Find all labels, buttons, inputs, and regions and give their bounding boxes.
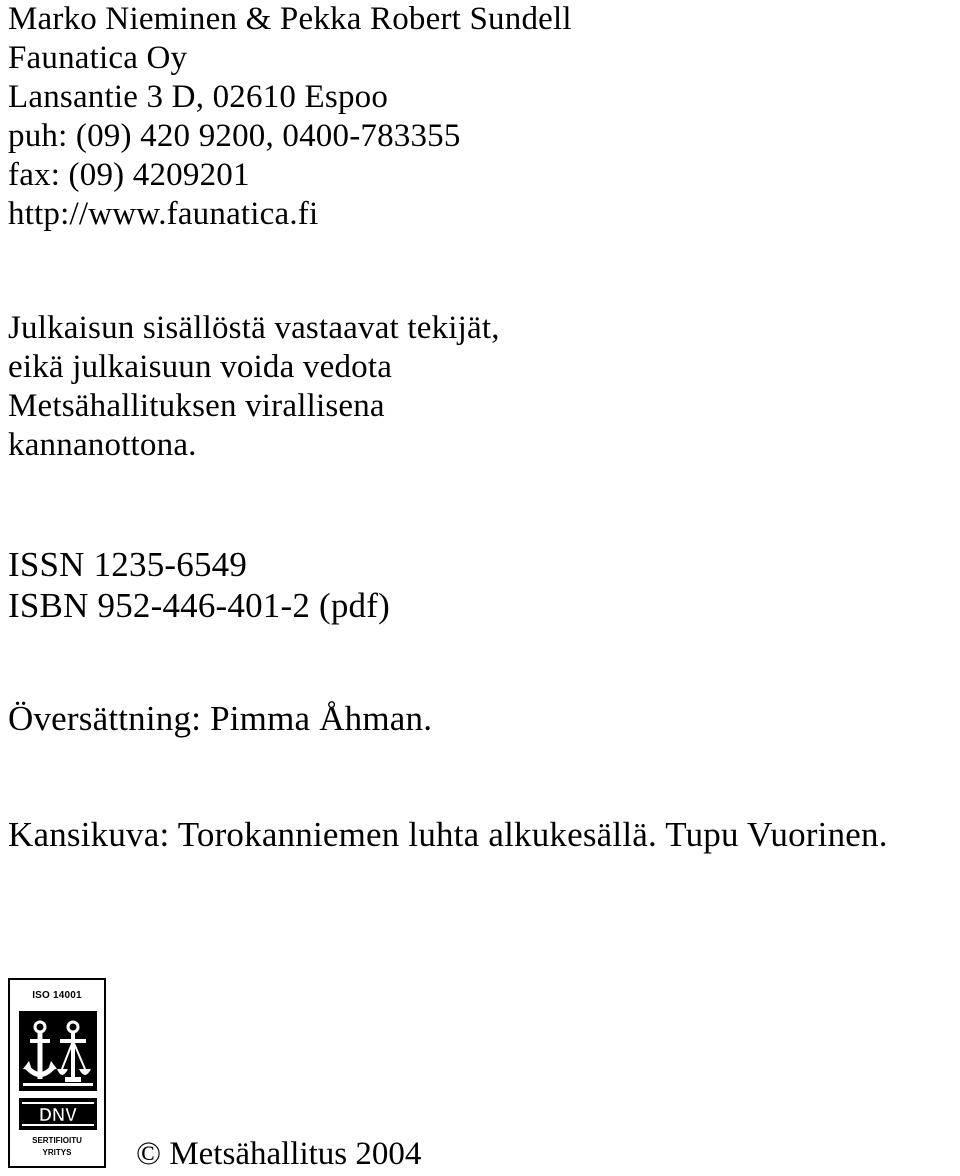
authors-line: Marko Nieminen & Pekka Robert Sundell [8, 1, 572, 37]
disclaimer-line: Julkaisun sisällöstä vastaavat tekijät, [8, 310, 500, 346]
dnv-text: DNV [38, 1105, 78, 1125]
dnv-logo [19, 1098, 97, 1130]
disclaimer-line: Metsähallituksen virallisena [8, 388, 385, 424]
anchor-scales-icon [19, 1011, 97, 1091]
disclaimer-line: kannanottona. [8, 427, 197, 463]
company-line: Faunatica Oy [8, 40, 188, 76]
copyright-line: © Metsähallitus 2004 [136, 1136, 422, 1172]
certified-label: SERTIFIOITU [32, 1136, 82, 1145]
isbn-line: ISBN 952-446-401-2 (pdf) [8, 586, 390, 625]
address-line: Lansantie 3 D, 02610 Espoo [8, 79, 389, 115]
cover-credit-line: Kansikuva: Torokanniemen luhta alkukesällä. Tupu Vuorinen. [8, 815, 888, 854]
iso-standard-label: ISO 14001 [32, 990, 82, 1001]
issn-line: ISSN 1235-6549 [8, 545, 248, 584]
translation-line: Översättning: Pimma Åhman. [8, 699, 433, 738]
company-label: YRITYS [42, 1148, 72, 1157]
iso-certification-logo [8, 978, 106, 1168]
website-link[interactable]: http://www.faunatica.fi [8, 196, 319, 232]
fax-line: fax: (09) 4209201 [8, 157, 250, 193]
phone-line: puh: (09) 420 9200, 0400-783355 [8, 118, 461, 154]
disclaimer-line: eikä julkaisuun voida vedota [8, 349, 393, 385]
